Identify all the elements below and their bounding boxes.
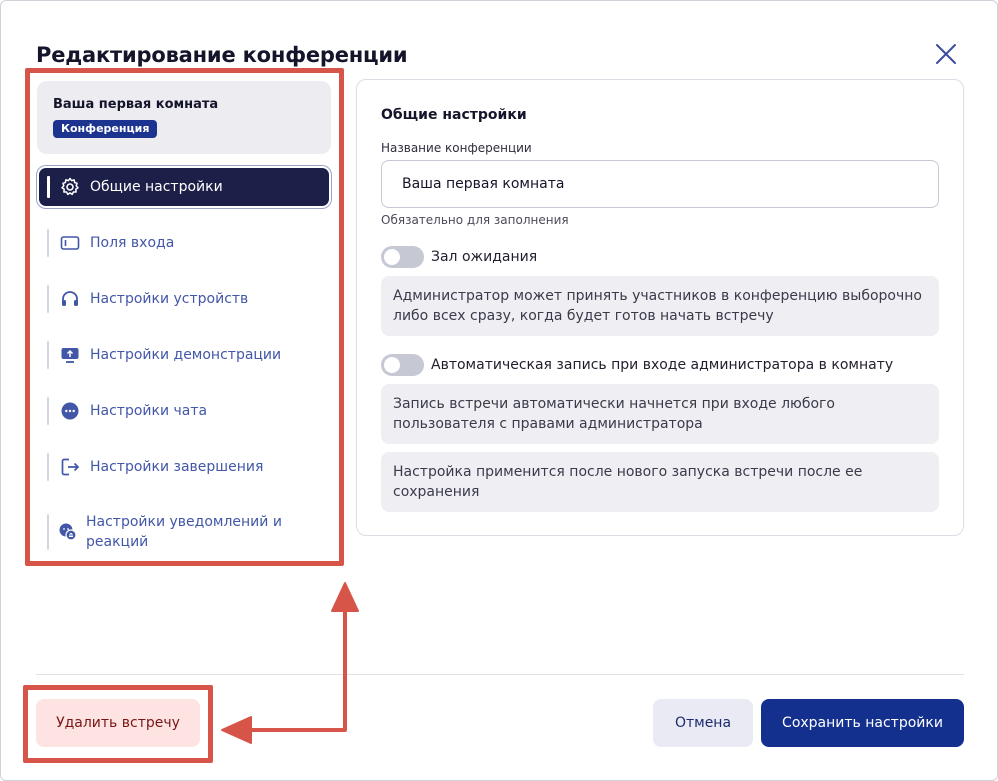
delete-meeting-button[interactable]: Удалить встречу [36,699,200,747]
auto-record-description: Запись встречи автоматически начнется при входе любого пользователя с правами администратора [381,384,939,444]
sidebar-item-bar [47,514,49,550]
headphones-icon [59,288,81,310]
auto-record-toggle-row[interactable] [381,354,893,376]
sidebar-item-label: Поля входа [90,235,175,251]
exit-icon [59,456,81,478]
sidebar-item-label: Настройки завершения [90,459,264,475]
sidebar-item-ending-settings[interactable] [47,449,329,485]
active-indicator [47,176,50,198]
text-field-icon [59,232,81,254]
dialog-title: Редактирование конференции [36,43,408,67]
conference-name-input[interactable]: Ваша первая комната [381,160,939,208]
section-title: Общие настройки [381,107,527,123]
sidebar-item-bar [47,285,49,313]
cancel-button[interactable]: Отмена [653,699,753,747]
sidebar-item-label: Настройки демонстрации [90,347,282,363]
conference-name-hint: Обязательно для заполнения [381,213,569,227]
auto-record-label: Автоматическая запись при входе администратора в комнату [431,357,894,373]
sidebar-item-bar [47,453,49,481]
sidebar-item-label: Настройки уведомлений и реакций [86,514,282,550]
auto-record-toggle[interactable] [381,354,424,376]
sidebar-item-bar [47,229,49,257]
room-type-badge: Конференция [53,120,157,138]
sidebar-item-demonstration-settings[interactable] [47,337,329,373]
sidebar-item-entry-fields[interactable] [47,225,329,261]
close-icon[interactable] [933,41,959,67]
footer-divider [36,674,964,675]
screen-share-icon [59,344,81,366]
gear-icon [59,176,81,198]
sidebar-item-bar [47,341,49,369]
save-settings-button[interactable]: Сохранить настройки [761,699,964,747]
sidebar-item-chat-settings[interactable] [47,393,329,429]
sidebar-item-label: Настройки устройств [90,291,249,307]
chat-bubble-icon [59,400,81,422]
toggle-knob [384,249,400,265]
sidebar-item-general-settings[interactable] [39,168,329,206]
waiting-room-label: Зал ожидания [431,249,538,265]
sidebar-item-bar [47,397,49,425]
general-settings-panel [356,79,964,536]
room-name: Ваша первая комната [53,97,219,112]
auto-record-note: Настройка применится после нового запуска встречи после ее сохранения [381,452,939,512]
waiting-room-toggle-row[interactable] [381,246,537,268]
conference-name-label: Название конференции [381,141,532,155]
sidebar-item-label: Настройки чата [90,403,208,419]
sidebar-item-notification-settings[interactable] [47,511,329,553]
sidebar-item-label: Общие настройки [90,179,223,195]
toggle-knob [384,357,400,373]
waiting-room-description: Администратор может принять участников в конференцию выборочно либо всех сразу, когда будет готов начать встречу [381,276,939,336]
notification-reactions-icon [57,521,79,543]
waiting-room-toggle[interactable] [381,246,424,268]
room-card [37,81,331,154]
sidebar-item-device-settings[interactable] [47,281,329,317]
